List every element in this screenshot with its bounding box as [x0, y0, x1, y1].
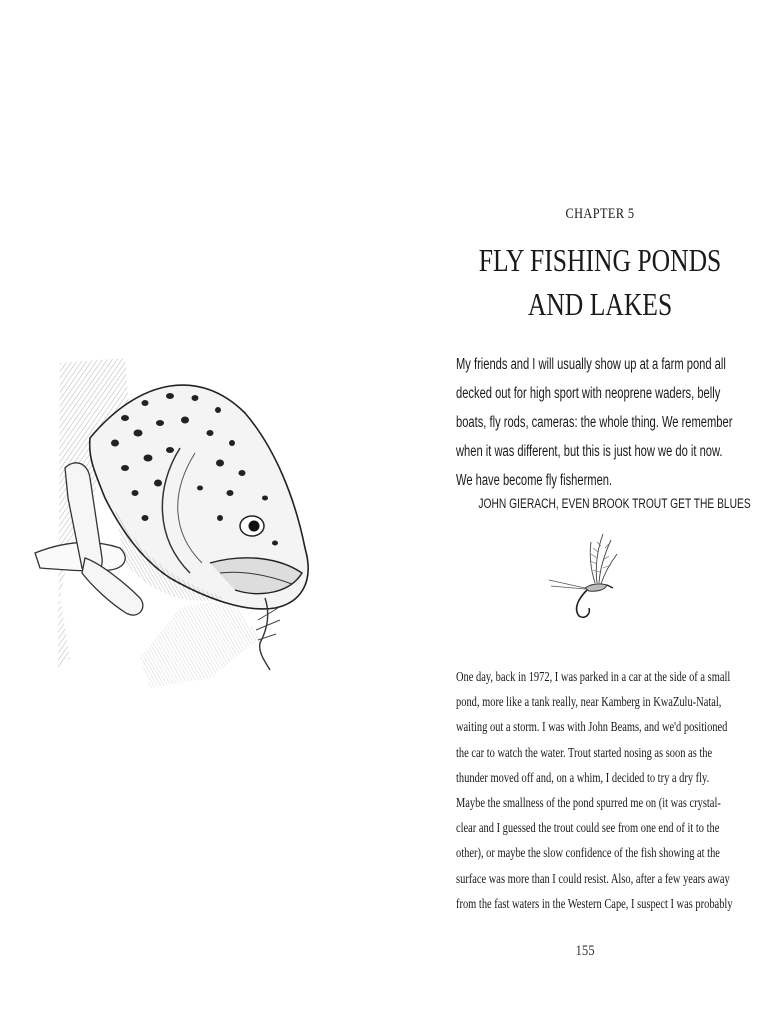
epigraph-line: boats, fly rods, cameras: the whole thing. We remember [456, 414, 733, 431]
body-line: surface was more than I could resist. Also, after a few years away [456, 870, 730, 886]
body-line: clear and I guessed the trout could see from one end of it to the [456, 820, 720, 836]
epigraph-line: We have become fly fishermen. [456, 472, 613, 489]
dry-fly-illustration [545, 528, 635, 620]
page-number: 155 [575, 943, 595, 959]
body-line: Maybe the smallness of the pond spurred me on (it was crystal- [456, 795, 721, 811]
chapter-title-line: AND LAKES [527, 286, 673, 322]
epigraph [456, 350, 756, 495]
chapter-label: CHAPTER 5 [565, 206, 635, 222]
body-text [456, 664, 733, 916]
body-line: other), or maybe the slow confidence of the fish showing at the [456, 845, 720, 861]
chapter-title-line: FLY FISHING PONDS [478, 242, 722, 278]
body-line: pond, more like a tank really, near Kamberg in KwaZulu-Natal, [456, 694, 722, 710]
trout-illustration [30, 358, 320, 698]
body-line: waiting out a storm. I was with John Beams, and we'd positioned [456, 719, 728, 735]
body-line: thunder moved off and, on a whim, I decided to try a dry fly. [456, 769, 710, 785]
body-line: the car to watch the water. Trout started nosing as soon as the [456, 744, 713, 760]
epigraph-line: when it was different, but this is just how we do it now. [456, 443, 723, 460]
epigraph-line: My friends and I will usually show up at a farm pond all [456, 356, 726, 373]
body-line: from the fast waters in the Western Cape, I suspect I was probably [456, 895, 733, 911]
chapter-title [472, 238, 728, 326]
body-line: One day, back in 1972, I was parked in a car at the side of a small [456, 669, 731, 684]
epigraph-line: decked out for high sport with neoprene waders, belly [456, 385, 721, 402]
epigraph-attribution: JOHN GIERACH, EVEN BROOK TROUT GET THE BLUES [478, 496, 751, 511]
